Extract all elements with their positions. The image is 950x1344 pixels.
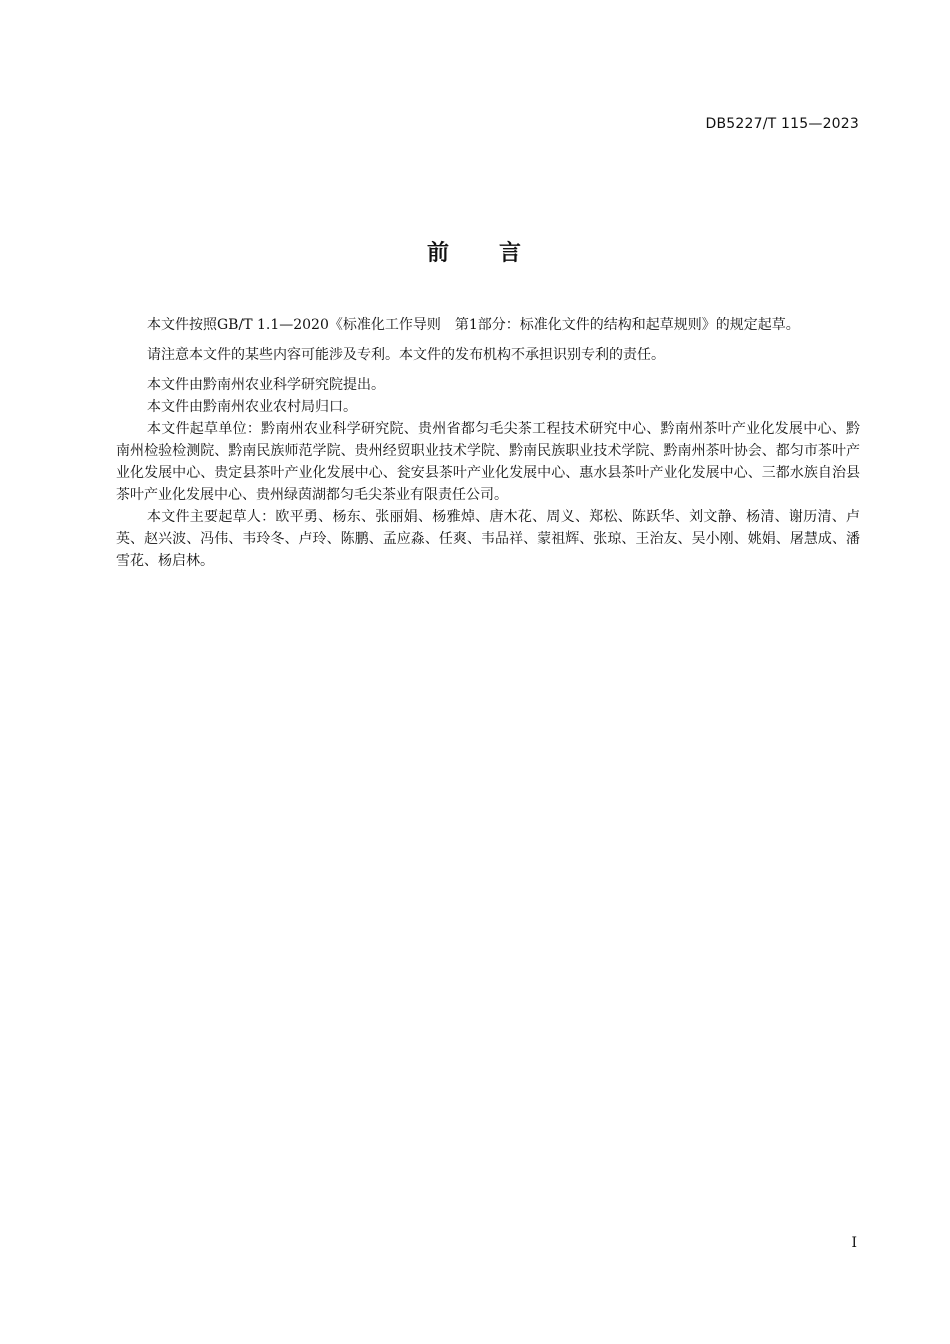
paragraph-centralized-by: 本文件由黔南州农业农村局归口。 bbox=[147, 399, 357, 415]
title-char-2: 言 bbox=[499, 241, 524, 266]
title-char-1: 前 bbox=[426, 241, 451, 266]
page-number: I bbox=[851, 1235, 857, 1251]
foreword-body bbox=[116, 314, 860, 572]
page-title bbox=[0, 236, 950, 267]
paragraph-patent-notice: 请注意本文件的某些内容可能涉及专利。本文件的发布机构不承担识别专利的责任。 bbox=[147, 347, 665, 363]
paragraph-proposer: 本文件由黔南州农业科学研究院提出。 bbox=[147, 377, 385, 393]
paragraph-drafters: 本文件主要起草人：欧平勇、杨东、张丽娟、杨雅焯、唐木花、周义、郑松、陈跃华、刘文静、杨清、谢历清、卢英、赵兴波、冯伟、韦玲冬、卢玲、陈鹏、孟应淼、任爽、韦品祥、蒙祖辉、张琼、王治友、吴小刚、姚娟、屠慧成、潘雪花、杨启林。 bbox=[116, 509, 860, 569]
paragraph-standard-reference: 本文件按照GB/T 1.1—2020《标准化工作导则 第1部分：标准化文件的结构和起草规则》的规定起草。 bbox=[147, 317, 800, 333]
document-code: DB5227/T 115—2023 bbox=[705, 116, 859, 132]
paragraph-drafting-units: 本文件起草单位：黔南州农业科学研究院、贵州省都匀毛尖茶工程技术研究中心、黔南州茶叶产业化发展中心、黔南州检验检测院、黔南民族师范学院、贵州经贸职业技术学院、黔南民族职业技术学院、黔南州茶叶协会、都匀市茶叶产业化发展中心、贵定县茶叶产业化发展中心、瓮安县茶叶产业化发展中心、惠水县茶叶产业化发展中心、三都水族自治县茶叶产业化发展中心、贵州绿茵湖都匀毛尖茶业有限责任公司。 bbox=[116, 421, 860, 503]
